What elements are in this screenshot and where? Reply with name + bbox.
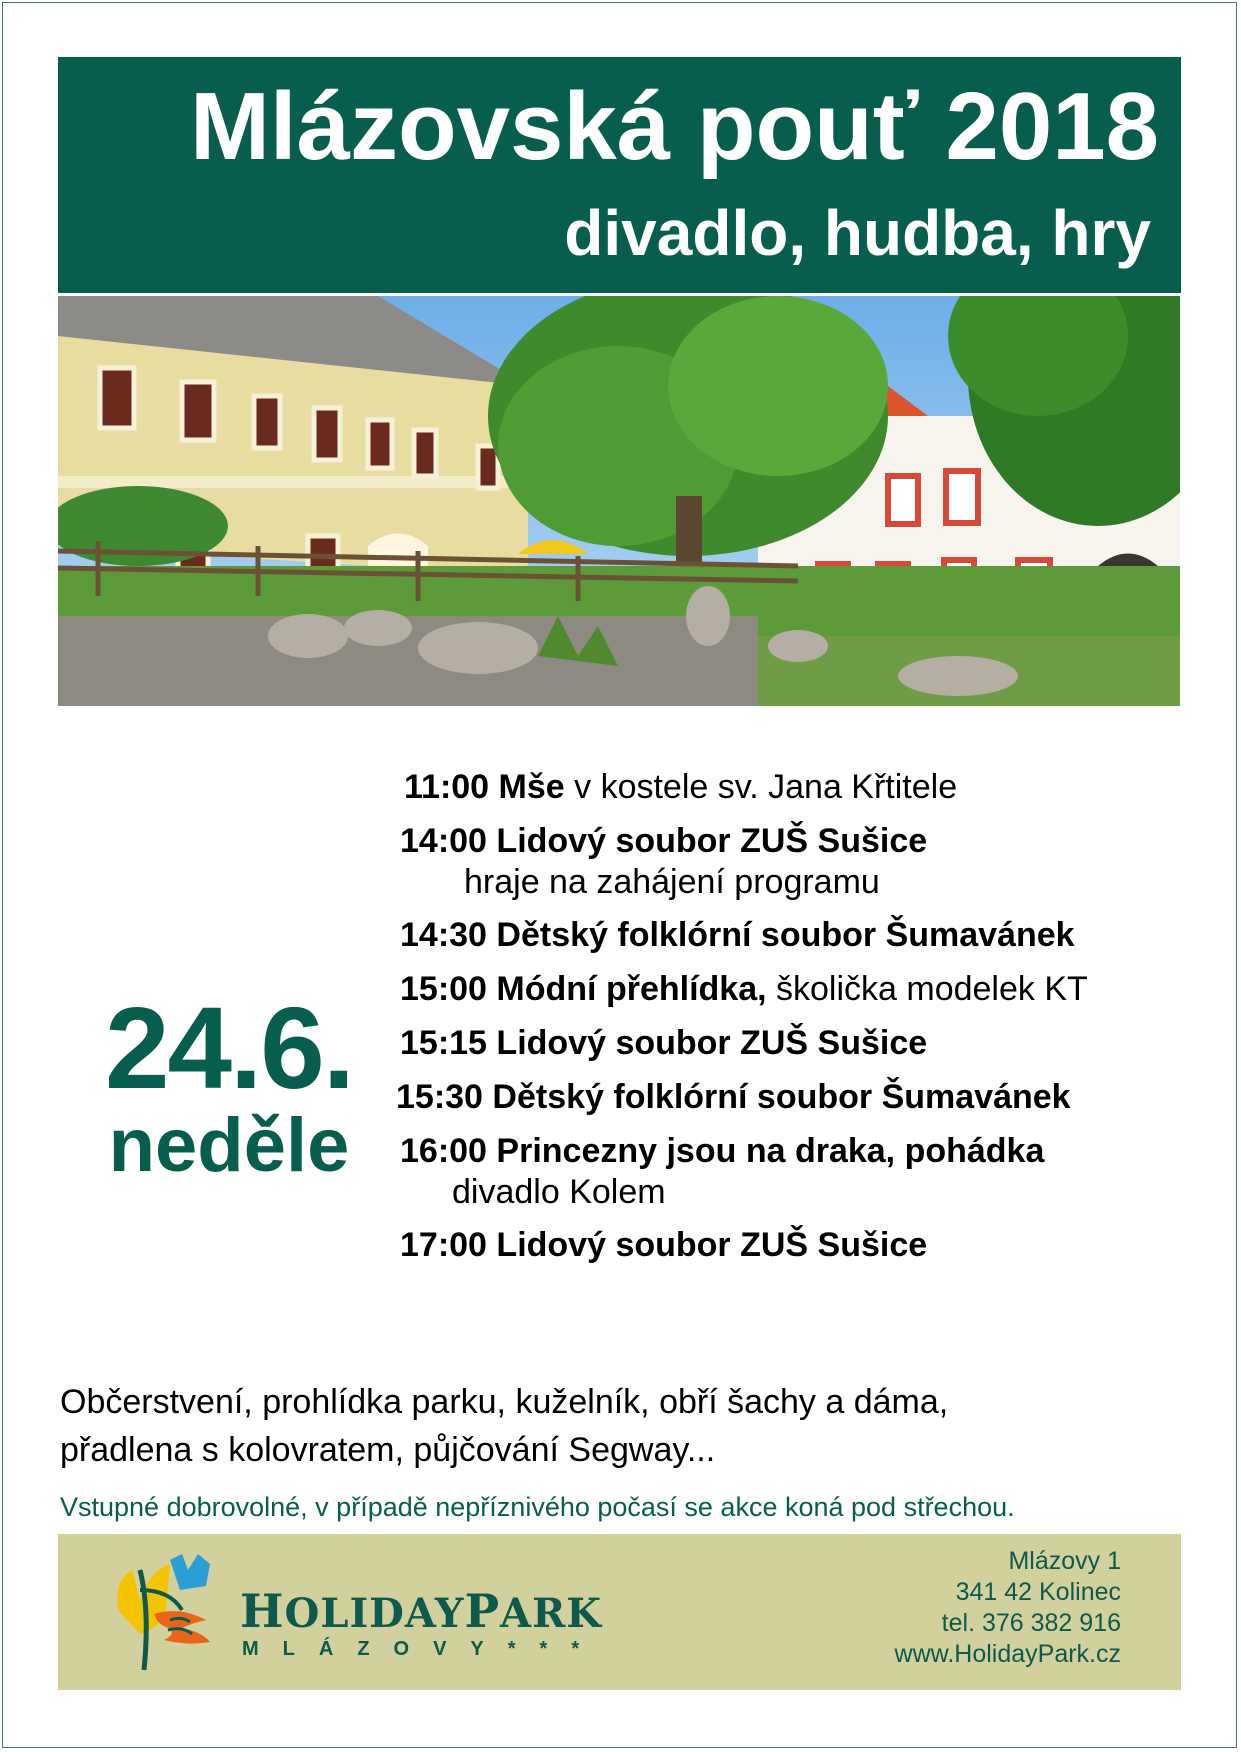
program-title: Princezny jsou na draka, pohádka — [496, 1132, 1045, 1170]
program-item — [400, 1224, 1220, 1266]
program-time: 14:30 — [400, 916, 487, 954]
program-subtitle: divadlo Kolem — [452, 1173, 666, 1211]
program-time: 16:00 — [400, 1132, 487, 1170]
event-day: neděle — [108, 1103, 350, 1188]
extras-line: Občerstvení, prohlídka parku, kuželník, obří šachy a dáma, — [60, 1383, 949, 1421]
contact-address: Mlázovy 1 — [1008, 1547, 1121, 1575]
program-subtitle: hraje na zahájení programu — [464, 863, 880, 901]
program-item — [400, 1130, 1220, 1212]
event-date: 24.6. — [105, 983, 353, 1113]
holidaypark-logo-icon — [110, 1550, 222, 1674]
brand-name: HOLIDAYPARK — [240, 1584, 603, 1638]
program-list — [396, 766, 1220, 1278]
venue-photo — [58, 296, 1180, 706]
program-title: Lidový soubor ZUŠ Sušice — [496, 1024, 928, 1062]
contact-phone: tel. 376 382 916 — [941, 1609, 1121, 1637]
event-date-box — [84, 983, 374, 1188]
program-title: Lidový soubor ZUŠ Sušice — [496, 822, 928, 860]
admission-note: Vstupné dobrovolné, v případě nepříznivého počasí se akce koná pod střechou. — [60, 1492, 1015, 1522]
extras-line: přadlena s kolovratem, půjčování Segway... — [60, 1431, 716, 1469]
poster-subtitle: divadlo, hudba, hry — [564, 197, 1151, 269]
footer-box — [58, 1534, 1181, 1690]
program-item — [400, 914, 1220, 956]
program-title: Dětský folklórní soubor Šumavánek — [492, 1078, 1071, 1116]
program-item — [400, 820, 1220, 902]
program-item — [400, 968, 1220, 1010]
program-time: 15:30 — [396, 1078, 483, 1116]
program-time: 11:00 — [404, 768, 490, 806]
program-item — [400, 1022, 1220, 1064]
contact-website: www.HolidayPark.cz — [894, 1640, 1121, 1668]
program-title: Dětský folklórní soubor Šumavánek — [496, 916, 1075, 954]
program-title: Mše — [498, 768, 565, 806]
contact-city: 341 42 Kolinec — [955, 1578, 1121, 1606]
program-time: 15:00 — [400, 970, 487, 1008]
program-time: 17:00 — [400, 1226, 487, 1264]
program-item — [400, 766, 1220, 808]
program-detail: v kostele sv. Jana Křtitele — [564, 768, 958, 806]
program-title: Módní přehlídka, — [496, 970, 767, 1008]
program-time: 14:00 — [400, 822, 487, 860]
contact-info — [895, 1546, 1121, 1670]
program-time: 15:15 — [400, 1024, 487, 1062]
brand-location: MLÁZOVY*** — [242, 1638, 604, 1660]
poster-header — [58, 57, 1181, 293]
program-item — [396, 1076, 1220, 1118]
poster-title: Mlázovská pouť 2018 — [189, 73, 1159, 180]
program-detail: školička modelek KT — [766, 970, 1088, 1008]
program-title: Lidový soubor ZUŠ Sušice — [496, 1226, 928, 1264]
extras-text — [60, 1378, 948, 1474]
